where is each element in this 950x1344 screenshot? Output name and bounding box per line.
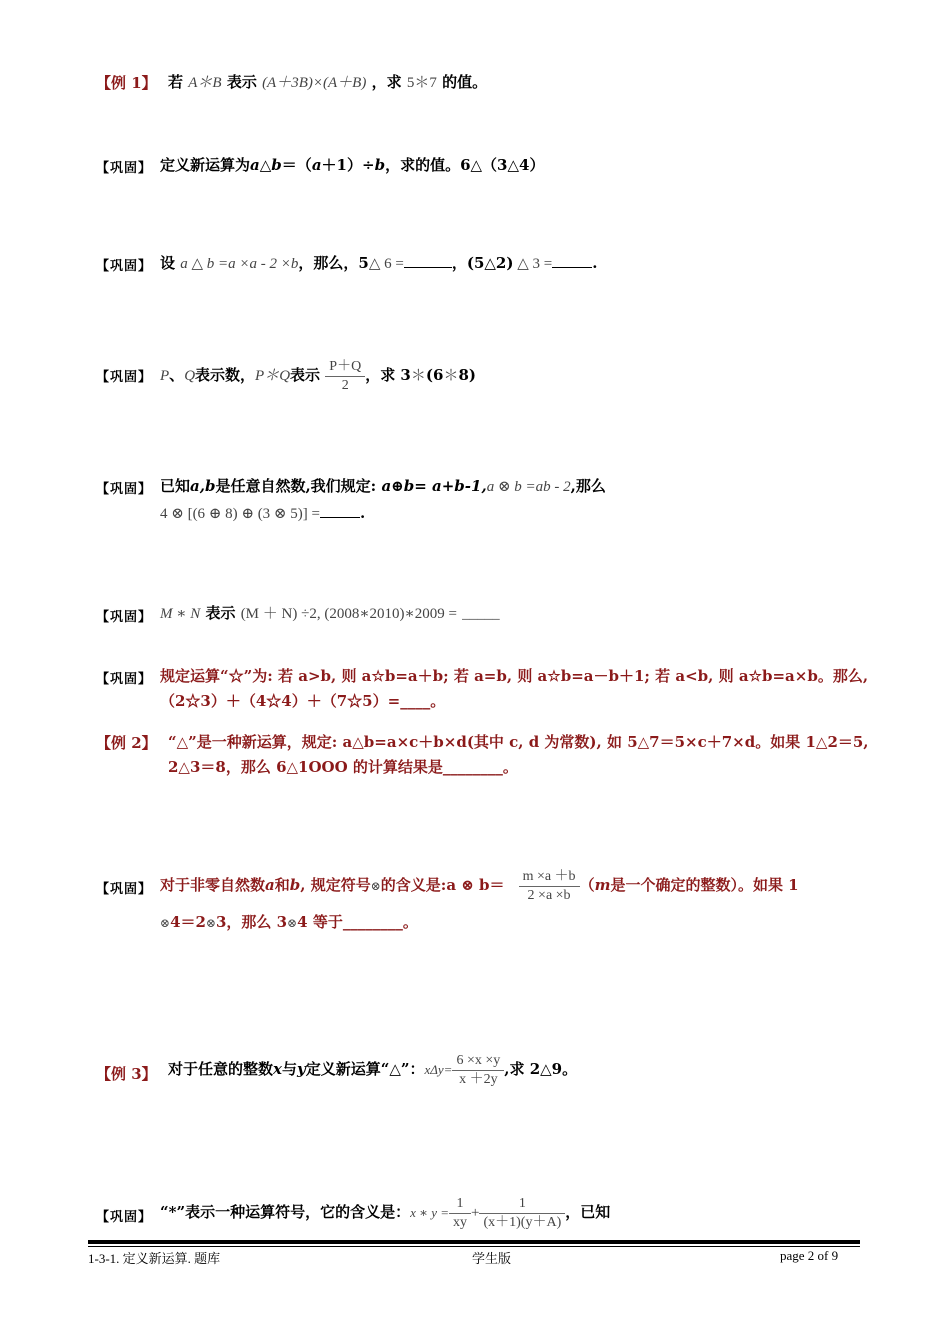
consolidate-tag: 【巩固】 bbox=[96, 882, 153, 897]
text: (6 bbox=[425, 366, 444, 384]
example-2-line1: “△”是一种新运算，规定: a△b=a×c＋b×d(其中 c, d 为常数), 如 5△7＝5×c＋7×d。如果 1△2＝5, bbox=[168, 733, 869, 751]
math: A＊B bbox=[188, 75, 222, 91]
consolidate-tag: 【巩固】 bbox=[96, 482, 153, 497]
otimes-symbol: ⊗ bbox=[205, 916, 216, 930]
math: ＊ bbox=[410, 368, 426, 384]
text: 表示 bbox=[290, 366, 321, 384]
text: ，求 3 bbox=[365, 366, 411, 384]
fraction bbox=[479, 1195, 565, 1232]
consolidate-tag: 【巩固】 bbox=[96, 161, 153, 176]
definition: a⊕b= a+b-1, bbox=[381, 477, 487, 495]
text: 4＝2 bbox=[170, 913, 206, 931]
math: xΔy= bbox=[424, 1062, 453, 1077]
consolidate-tag: 【巩固】 bbox=[96, 672, 153, 687]
consolidate-2-text bbox=[160, 251, 597, 276]
consolidate-5-text bbox=[160, 601, 500, 626]
text: ＋1）÷ bbox=[321, 156, 375, 174]
text: 是一个确定的整数）。如果 1 bbox=[610, 876, 799, 894]
text: 对于非零自然数 bbox=[160, 876, 266, 894]
example-1-tag: 【例 1】 bbox=[96, 74, 157, 92]
consolidate-6-line1: 规定运算“☆”为: 若 a>b, 则 a☆b=a＋b; 若 a=b, 则 a☆b=a－b＋1; 若 a<b, 则 a☆b=a×b。那么, bbox=[160, 667, 869, 685]
text: 、 bbox=[169, 366, 185, 384]
text: ，(5△2) bbox=[451, 254, 514, 272]
consolidate-8-text bbox=[160, 1189, 610, 1236]
var: a,b bbox=[190, 477, 216, 495]
math: P bbox=[160, 368, 170, 384]
footer-edition: 学生版 bbox=[472, 1251, 512, 1266]
math: (A＋3B)×(A＋B) bbox=[262, 75, 367, 91]
text: ，求的值。6△（3△4） bbox=[385, 156, 545, 174]
text: 已知 bbox=[160, 477, 191, 495]
consolidate-tag: 【巩固】 bbox=[96, 610, 153, 625]
math: a ⊗ b =ab - 2 bbox=[486, 479, 571, 495]
math: P＊Q bbox=[255, 368, 291, 384]
var: a bbox=[250, 156, 260, 174]
answer-blank[interactable] bbox=[552, 253, 592, 268]
text: 3，那么 3 bbox=[216, 913, 288, 931]
otimes-symbol: ⊗ bbox=[287, 916, 298, 930]
footer-page-number: page 2 of 9 bbox=[780, 1248, 839, 1263]
var: b bbox=[289, 876, 301, 894]
text: ,求 2△9。 bbox=[504, 1060, 578, 1078]
consolidate-tag: 【巩固】 bbox=[96, 370, 153, 385]
consolidate-1-text bbox=[160, 153, 544, 177]
text: ,那么 bbox=[570, 477, 606, 495]
consolidate-tag: 【巩固】 bbox=[96, 259, 153, 274]
text: 设 bbox=[160, 254, 176, 272]
text: 若 bbox=[168, 73, 184, 91]
fraction bbox=[325, 358, 365, 395]
text: ，那么，5 bbox=[298, 254, 369, 272]
text: 定义新运算为 bbox=[160, 156, 251, 174]
math: ＊ bbox=[443, 368, 459, 384]
consolidate-tag: 【巩固】 bbox=[96, 1210, 153, 1225]
var: y bbox=[296, 1060, 306, 1078]
numerator: 1 bbox=[479, 1195, 565, 1214]
footer-rule bbox=[88, 1246, 860, 1247]
text: 和 bbox=[274, 876, 290, 894]
math: 4 ⊗ [(6 ⊕ 8) ⊕ (3 ⊗ 5)] = bbox=[160, 506, 320, 522]
text: △ bbox=[259, 156, 272, 174]
consolidate-3-text bbox=[160, 352, 476, 399]
text: 4 等于________。 bbox=[297, 913, 418, 931]
math: M ∗ N bbox=[160, 606, 201, 622]
denominator: x ＋2y bbox=[459, 1071, 498, 1087]
fraction bbox=[452, 1052, 504, 1089]
text: . bbox=[592, 254, 598, 272]
numerator: 1 bbox=[449, 1195, 471, 1214]
text: “*”表示一种运算符号，它的含义是： bbox=[160, 1203, 411, 1221]
answer-blank[interactable]: _____ bbox=[462, 606, 500, 622]
text: 的值。 bbox=[442, 73, 488, 91]
math: △ 6 = bbox=[368, 256, 404, 272]
var: a bbox=[265, 876, 275, 894]
math: Q bbox=[184, 368, 196, 384]
text: 表示 bbox=[226, 73, 257, 91]
fraction bbox=[519, 868, 580, 905]
numerator: P＋Q bbox=[325, 358, 365, 377]
otimes-symbol: ⊗ bbox=[370, 879, 381, 893]
example-3-text bbox=[168, 1046, 577, 1093]
text: 表示 bbox=[205, 604, 236, 622]
fraction bbox=[449, 1195, 471, 1232]
answer-blank[interactable] bbox=[404, 253, 452, 268]
denominator: 2 ×a ×b bbox=[527, 887, 571, 903]
var: m bbox=[594, 876, 611, 894]
numerator: 6 ×x ×y bbox=[452, 1052, 504, 1071]
var: a bbox=[311, 156, 322, 174]
example-3-tag: 【例 3】 bbox=[96, 1065, 157, 1083]
text: ，求 bbox=[371, 73, 402, 91]
text: 的含义是: bbox=[380, 876, 447, 894]
text: 是任意自然数,我们规定: bbox=[215, 477, 377, 495]
denominator: 2 bbox=[341, 377, 349, 393]
footer-doc-title: 1-3-1. 定义新运算. 题库 bbox=[88, 1251, 221, 1266]
consolidate-7-line1 bbox=[160, 862, 799, 909]
text: （ bbox=[579, 876, 595, 894]
denominator: (x＋1)(y＋A) bbox=[483, 1214, 562, 1230]
consolidate-4-line2 bbox=[160, 501, 365, 526]
text: , 规定符号 bbox=[300, 876, 371, 894]
example-1-text bbox=[168, 70, 487, 95]
consolidate-4-line1 bbox=[160, 474, 606, 499]
text: 8) bbox=[458, 366, 476, 384]
text: ，已知 bbox=[565, 1203, 611, 1221]
text: 表示数， bbox=[195, 366, 256, 384]
math: △ 3 = bbox=[513, 256, 553, 272]
text: 定义新运算“△”： bbox=[305, 1060, 425, 1078]
math: x ∗ y = bbox=[410, 1205, 450, 1220]
denominator: xy bbox=[453, 1214, 468, 1230]
text: 对于任意的整数 bbox=[168, 1060, 274, 1078]
text: ＝（ bbox=[281, 156, 312, 174]
example-2-line2: 2△3＝8，那么 6△1OOO 的计算结果是________。 bbox=[168, 758, 518, 776]
var: b bbox=[271, 156, 282, 174]
example-2-tag: 【例 2】 bbox=[96, 734, 157, 752]
footer-rule bbox=[88, 1240, 860, 1244]
answer-blank[interactable] bbox=[320, 503, 360, 518]
otimes-symbol: ⊗ bbox=[160, 916, 171, 930]
math: a ⊗ b＝ bbox=[446, 876, 505, 894]
var: x bbox=[273, 1060, 282, 1078]
math: a △ b =a ×a - 2 ×b bbox=[180, 256, 299, 272]
math: 5＊7 bbox=[406, 75, 437, 91]
text: 与 bbox=[281, 1060, 297, 1078]
math: (M ＋ N) ÷2, (2008∗2010)∗2009 = bbox=[240, 606, 457, 622]
var: b bbox=[374, 156, 386, 174]
consolidate-6-line2: （2☆3）＋（4☆4）＋（7☆5）=____。 bbox=[160, 692, 446, 710]
text: . bbox=[359, 504, 366, 522]
numerator: m ×a ＋b bbox=[519, 868, 580, 887]
plus-sign: + bbox=[471, 1205, 480, 1221]
consolidate-7-line2 bbox=[160, 910, 418, 935]
